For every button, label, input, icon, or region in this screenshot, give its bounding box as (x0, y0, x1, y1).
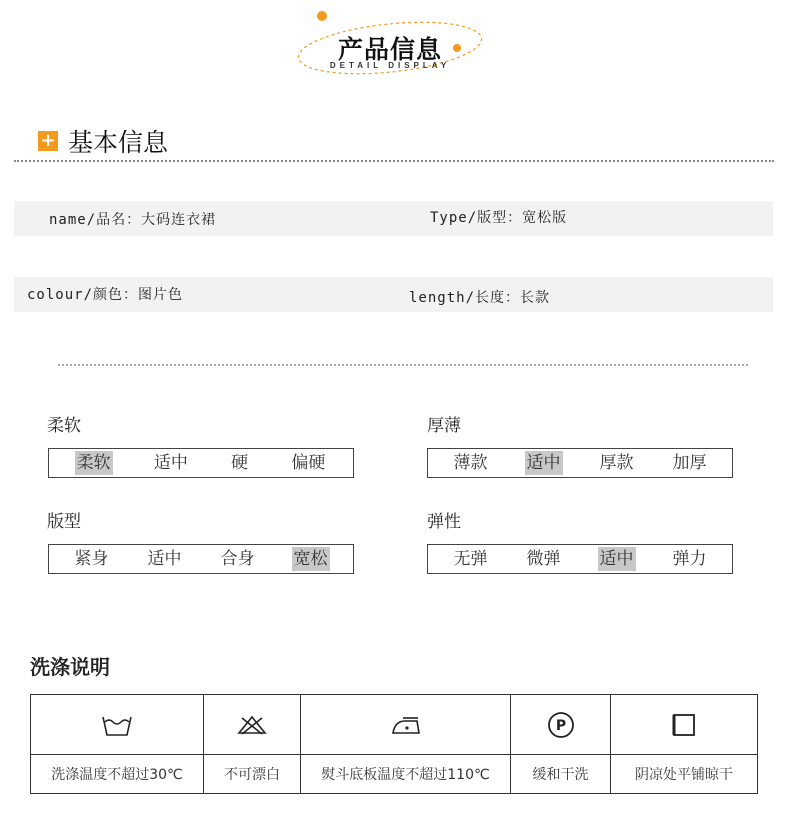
fit-option: 紧身 (74, 549, 109, 569)
softness-option: 适中 (153, 453, 188, 473)
product-length: length/长度：长款 (409, 290, 551, 306)
fit-scale (48, 544, 354, 574)
thickness-label: 厚薄 (427, 416, 461, 436)
elasticity-option: 微弹 (526, 549, 561, 569)
detail-header (285, 8, 495, 78)
dotted-divider (14, 160, 774, 162)
elasticity-option: 适中 (599, 549, 634, 569)
elasticity-scale (427, 544, 733, 574)
page-title: 产品信息 (337, 35, 442, 64)
wash-item (511, 695, 611, 793)
thickness-option: 厚款 (599, 453, 634, 473)
wash-item-text: 阴凉处平铺晾干 (635, 767, 733, 783)
product-name: name/品名：大码连衣裙 (49, 212, 217, 228)
basic-info-heading (38, 124, 168, 158)
wash-item (611, 695, 757, 793)
info-row (14, 201, 773, 236)
fit-label: 版型 (47, 512, 81, 532)
softness-option: 硬 (231, 453, 249, 473)
elasticity-label: 弹性 (427, 512, 461, 532)
softness-option: 柔软 (76, 453, 111, 473)
wash-item-text: 不可漂白 (224, 767, 280, 783)
info-row (14, 277, 773, 312)
thickness-option: 薄款 (453, 453, 488, 473)
thickness-scale (427, 448, 733, 478)
wash-item (301, 695, 511, 793)
thickness-option: 加厚 (672, 453, 707, 473)
no-bleach-icon (204, 695, 300, 755)
fit-option: 适中 (147, 549, 182, 569)
fit-option: 合身 (220, 549, 255, 569)
dry-flat-shade-icon (611, 695, 757, 755)
wash-item-text: 熨斗底板温度不超过110℃ (321, 767, 490, 783)
softness-option: 偏硬 (291, 453, 326, 473)
elasticity-option: 无弹 (453, 549, 488, 569)
basic-info-title: 基本信息 (68, 128, 169, 157)
wash-table (30, 694, 758, 794)
product-colour: colour/颜色：图片色 (27, 287, 184, 303)
plus-icon: + (38, 131, 58, 151)
elasticity-option: 弹力 (672, 549, 707, 569)
product-type: Type/版型：宽松版 (430, 210, 568, 226)
softness-label: 柔软 (47, 416, 81, 436)
iron-icon (301, 695, 510, 755)
thickness-option: 适中 (526, 453, 561, 473)
dotted-divider (58, 364, 748, 366)
wash-item-text: 缓和干洗 (532, 767, 589, 783)
wash-title: 洗涤说明 (30, 655, 110, 679)
wash-item (31, 695, 204, 793)
wash-item (204, 695, 301, 793)
wash-item-text: 洗涤温度不超过30℃ (51, 767, 183, 783)
fit-option: 宽松 (293, 549, 328, 569)
svg-text:P: P (555, 717, 566, 734)
wash-tub-icon (31, 695, 203, 755)
softness-scale (48, 448, 354, 478)
page-subtitle: DETAIL DISPLAY (329, 61, 451, 70)
dry-clean-p-icon (511, 695, 610, 755)
